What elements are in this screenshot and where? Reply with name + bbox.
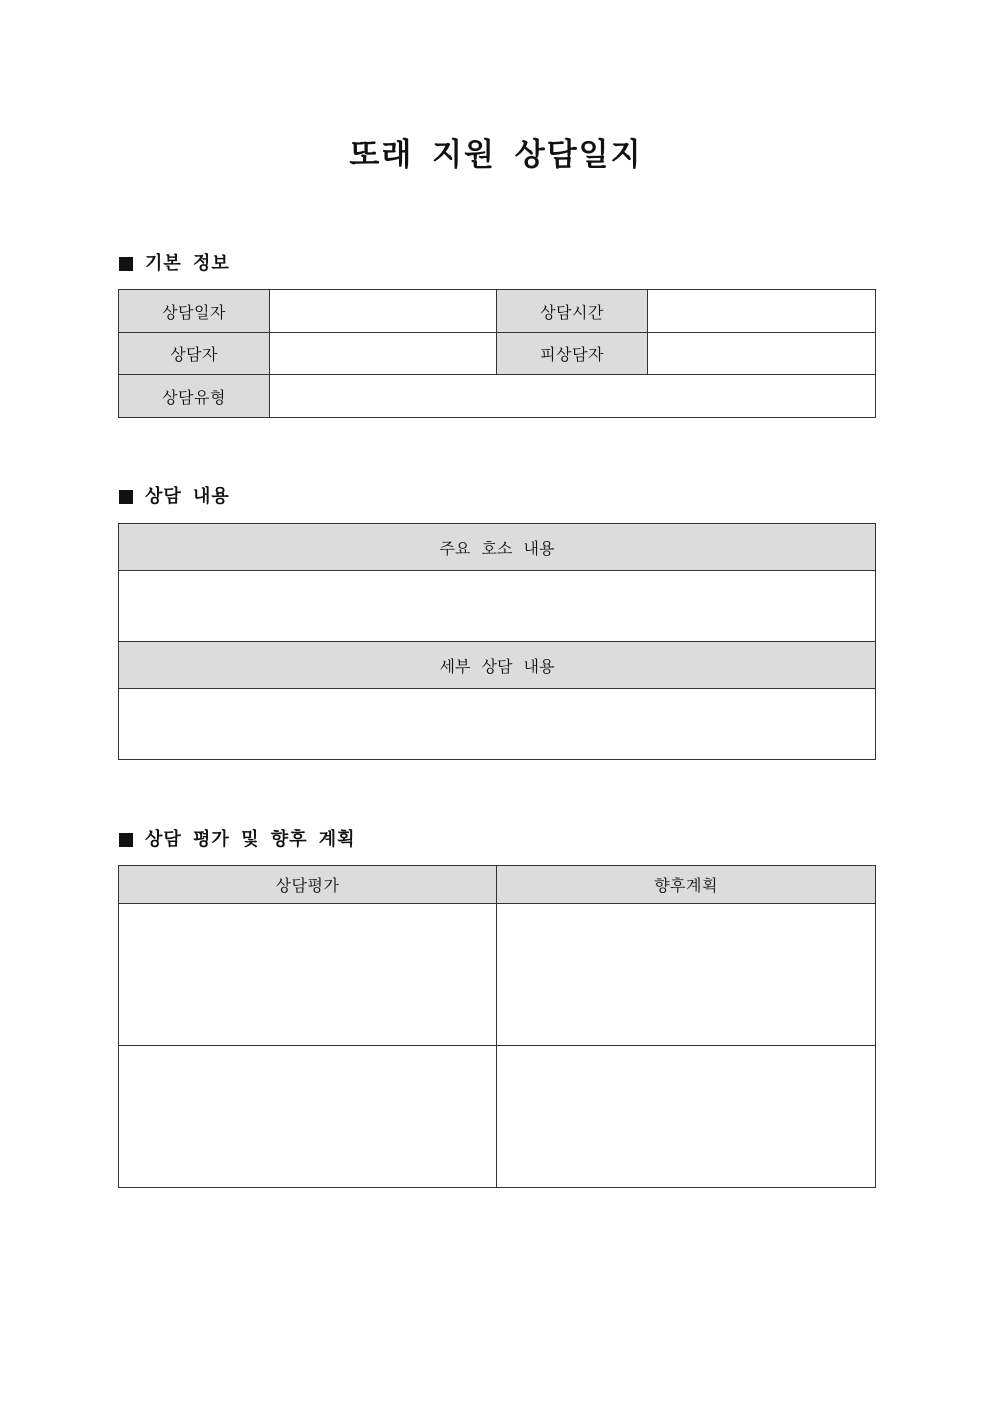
section-heading-label: 기본 정보	[145, 253, 230, 274]
type-label: 상담유형	[119, 375, 270, 418]
section-heading-label: 상담 평가 및 향후 계획	[145, 829, 356, 850]
details-field[interactable]	[119, 689, 876, 760]
square-bullet-icon	[119, 490, 133, 504]
evaluation-field-1[interactable]	[119, 904, 497, 1046]
client-field[interactable]	[648, 333, 876, 375]
section-heading-label: 상담 내용	[145, 486, 230, 507]
client-label: 피상담자	[497, 333, 648, 375]
square-bullet-icon	[119, 833, 133, 847]
time-label: 상담시간	[497, 290, 648, 333]
plan-field-1[interactable]	[497, 904, 876, 1046]
main-complaint-field[interactable]	[119, 571, 876, 642]
content-table	[118, 523, 876, 760]
date-field[interactable]	[270, 290, 497, 333]
plan-field-2[interactable]	[497, 1046, 876, 1188]
section-heading-basic-info	[119, 251, 230, 277]
section-heading-evaluation	[119, 827, 356, 853]
section-heading-content	[119, 484, 230, 510]
main-complaint-header: 주요 호소 내용	[119, 524, 876, 571]
evaluation-table	[118, 865, 876, 1188]
counselor-field[interactable]	[270, 333, 497, 375]
counselor-label: 상담자	[119, 333, 270, 375]
time-field[interactable]	[648, 290, 876, 333]
details-header: 세부 상담 내용	[119, 642, 876, 689]
evaluation-field-2[interactable]	[119, 1046, 497, 1188]
square-bullet-icon	[119, 257, 133, 271]
plan-header: 향후계획	[497, 866, 876, 904]
evaluation-header: 상담평가	[119, 866, 497, 904]
page-title: 또래 지원 상담일지	[349, 137, 643, 173]
date-label: 상담일자	[119, 290, 270, 333]
type-field[interactable]	[270, 375, 876, 418]
basic-info-table	[118, 289, 876, 418]
